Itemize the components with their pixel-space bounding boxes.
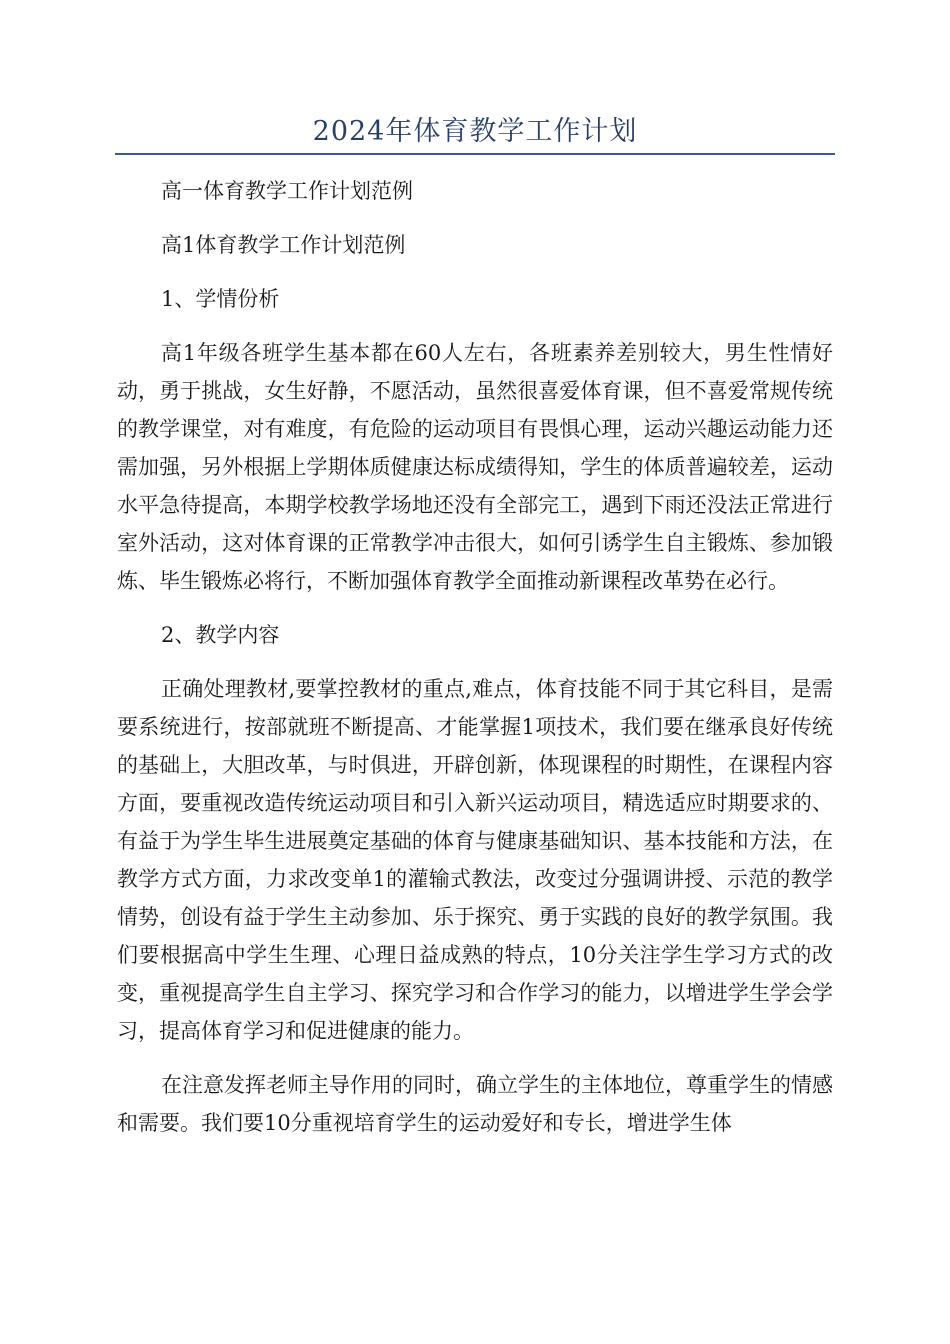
body-paragraph: 正确处理教材,要掌控教材的重点,难点，体育技能不同于其它科目，是需要系统进行，按部就班不断提高、才能掌握1项技术，我们要在继承良好传统的基础上，大胆改革，与时俱进，开辟创新，体现课程的时期性，在课程内容方面，要重视改造传统运动项目和引入新兴运动项目，精选适应时期要求的、有益于为学生毕生进展奠定基础的体育与健康基础知识、基本技能和方法，在教学方式方面，力求改变单1的灌输式教法，改变过分强调讲授、示范的教学情势，创设有益于学生主动参加、乐于探究、勇于实践的良好的教学氛围。我们要根据高中学生生理、心理日益成熟的特点，10分关注学生学习方式的改变，重视提高学生自主学习、探究学习和合作学习的能力，以增进学生学会学习，提高体育学习和促进健康的能力。 (117, 677, 833, 1043)
section-heading: 高1体育教学工作计划范例 (161, 233, 406, 257)
section-heading: 1、学情份析 (161, 287, 280, 311)
section-heading: 2、教学内容 (161, 623, 280, 647)
title-underline (115, 153, 835, 155)
body-paragraph: 在注意发挥老师主导作用的同时，确立学生的主体地位，尊重学生的情感和需要。我们要10分重视培育学生的运动爱好和专长，增进学生体 (117, 1073, 833, 1135)
document-body (117, 172, 833, 1158)
section-heading: 高一体育教学工作计划范例 (161, 179, 413, 203)
document-title: 2024年体育教学工作计划 (312, 116, 638, 147)
body-paragraph: 高1年级各班学生基本都在60人左右，各班素养差别较大，男生性情好动，勇于挑战，女生好静，不愿活动，虽然很喜爱体育课，但不喜爱常规传统的教学课堂，对有难度，有危险的运动项目有畏惧心理，运动兴趣运动能力还需加强，另外根据上学期体质健康达标成绩得知，学生的体质普遍较差，运动水平急待提高，本期学校教学场地还没有全部完工，遇到下雨还没法正常进行室外活动，这对体育课的正常教学冲击很大，如何引诱学生自主锻炼、参加锻炼、毕生锻炼必将行，不断加强体育教学全面推动新课程改革势在必行。 (117, 341, 833, 593)
